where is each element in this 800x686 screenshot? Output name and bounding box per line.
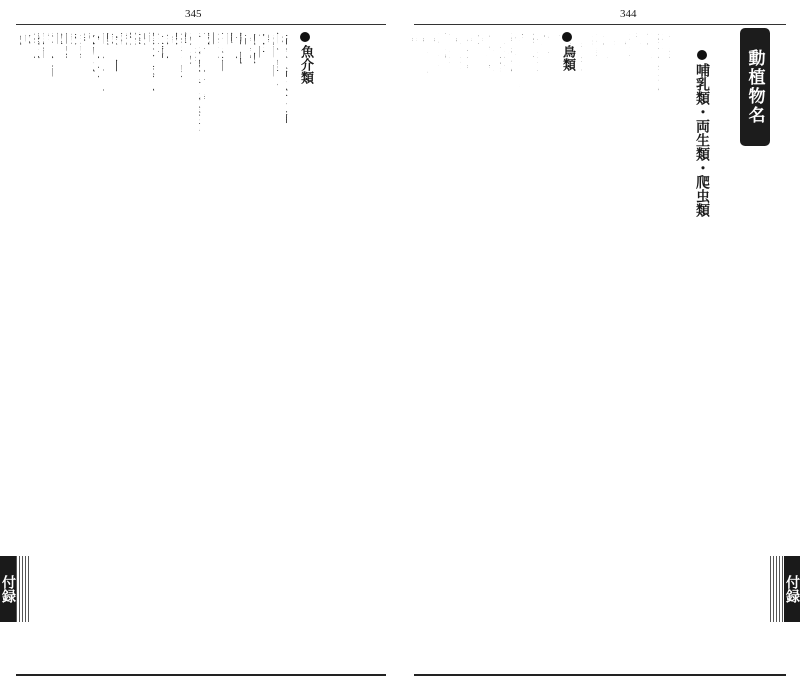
- entry-column: [427, 32, 428, 670]
- entry-column: [236, 32, 238, 670]
- entry-column: [636, 32, 637, 670]
- entry-column: [658, 32, 659, 670]
- entry-column: [556, 32, 557, 670]
- entry-column: [544, 32, 545, 670]
- appendix-tab[interactable]: [784, 556, 800, 622]
- section-heading-mammals: [692, 50, 712, 217]
- entry-column: [578, 32, 579, 670]
- entry-column: [245, 32, 247, 670]
- page-number: 345: [185, 8, 202, 20]
- entry-column: [71, 32, 73, 670]
- entry-column: [669, 32, 670, 670]
- entry-column: [98, 32, 100, 670]
- entry-column: [57, 32, 59, 670]
- entry-column: [603, 32, 604, 670]
- entry-column: [434, 32, 435, 670]
- entry-column: [34, 32, 36, 670]
- entry-column: [231, 32, 233, 670]
- entry-columns: [412, 32, 670, 670]
- entry-column: [121, 32, 123, 670]
- entry-column: [416, 32, 417, 670]
- entry-column: [559, 32, 560, 670]
- entry-column: [112, 32, 114, 670]
- entry-column: [647, 32, 648, 670]
- entry-column: [277, 32, 279, 670]
- entry-column: [172, 32, 174, 670]
- entry-column: [618, 32, 619, 670]
- entry-column: [519, 32, 520, 670]
- entry-column: [611, 32, 612, 670]
- entry-column: [103, 32, 105, 670]
- entry-column: [181, 32, 183, 670]
- entry-column: [423, 32, 424, 670]
- entry-column: [268, 32, 270, 670]
- edge-index-lines: [16, 556, 30, 622]
- entry-column: [135, 32, 137, 670]
- entry-column: [614, 32, 615, 670]
- entry-column: [420, 32, 421, 670]
- entry-column: [431, 32, 432, 670]
- entry-column: [460, 32, 461, 670]
- entry-column: [227, 32, 229, 670]
- entry-column: [89, 32, 91, 670]
- entry-column: [574, 32, 575, 670]
- page-number: 344: [620, 8, 637, 20]
- entry-column: [259, 32, 261, 670]
- entry-column: [61, 32, 63, 670]
- entry-column: [541, 32, 542, 670]
- entry-columns: [20, 32, 288, 670]
- entry-column: [471, 32, 472, 670]
- entry-column: [273, 32, 275, 670]
- entry-column: [478, 32, 479, 670]
- entry-column: [640, 32, 641, 670]
- entry-column: [666, 32, 667, 670]
- section-title: 鳥類: [560, 45, 575, 71]
- entry-column: [199, 32, 201, 670]
- top-rule: [16, 24, 386, 25]
- entry-column: [438, 32, 439, 670]
- entry-column: [84, 32, 86, 670]
- entry-column: [567, 32, 568, 670]
- entry-column: [38, 32, 40, 670]
- bottom-rule: [414, 674, 786, 676]
- entry-column: [93, 32, 95, 670]
- top-rule: [414, 24, 786, 25]
- entry-column: [185, 32, 187, 670]
- entry-column: [126, 32, 128, 670]
- entry-column: [486, 32, 487, 670]
- entry-column: [493, 32, 494, 670]
- entry-column: [552, 32, 553, 670]
- entry-column: [625, 32, 626, 670]
- entry-column: [508, 32, 509, 670]
- entry-column: [176, 32, 178, 670]
- entry-column: [190, 32, 192, 670]
- entry-column: [445, 32, 446, 670]
- appendix-tab[interactable]: [0, 556, 16, 622]
- entry-column: [596, 32, 597, 670]
- bottom-rule: [16, 674, 386, 676]
- entry-column: [500, 32, 501, 670]
- entry-column: [449, 32, 450, 670]
- chapter-title-box: [740, 28, 770, 146]
- entry-column: [515, 32, 516, 670]
- section-title: 魚介類: [298, 45, 313, 84]
- tab-label: 付録: [784, 575, 800, 603]
- entry-column: [633, 32, 634, 670]
- bullet-icon: [300, 32, 310, 42]
- entry-column: [167, 32, 169, 670]
- entry-column: [282, 32, 284, 670]
- entry-column: [158, 32, 160, 670]
- entry-column: [240, 32, 242, 670]
- entry-column: [464, 32, 465, 670]
- entry-column: [153, 32, 155, 670]
- entry-column: [213, 32, 215, 670]
- entry-column: [453, 32, 454, 670]
- entry-column: [263, 32, 265, 670]
- section-heading-fish: [296, 32, 315, 84]
- entry-column: [412, 32, 413, 670]
- entry-column: [585, 32, 586, 670]
- chapter-title: 動植物名: [744, 49, 765, 125]
- entry-column: [589, 32, 590, 670]
- entry-column: [218, 32, 220, 670]
- entry-column: [162, 32, 164, 670]
- entry-column: [581, 32, 582, 670]
- entry-column: [563, 32, 564, 670]
- tab-label: 付録: [0, 575, 16, 603]
- entry-column: [533, 32, 534, 670]
- entry-column: [504, 32, 505, 670]
- entry-column: [655, 32, 656, 670]
- entry-column: [250, 32, 252, 670]
- bullet-icon: [697, 50, 707, 60]
- entry-column: [592, 32, 593, 670]
- entry-column: [204, 32, 206, 670]
- entry-column: [254, 32, 256, 670]
- entry-column: [48, 32, 50, 670]
- entry-column: [526, 32, 527, 670]
- entry-column: [195, 32, 197, 670]
- entry-column: [66, 32, 68, 670]
- entry-column: [52, 32, 54, 670]
- section-title: 哺乳類・両生類・爬虫類: [694, 63, 710, 217]
- entry-column: [222, 32, 224, 670]
- entry-column: [456, 32, 457, 670]
- entry-column: [522, 32, 523, 670]
- entry-column: [489, 32, 490, 670]
- entry-column: [662, 32, 663, 670]
- entry-column: [149, 32, 151, 670]
- entry-column: [482, 32, 483, 670]
- entry-column: [600, 32, 601, 670]
- entry-column: [548, 32, 549, 670]
- entry-column: [75, 32, 77, 670]
- entry-column: [644, 32, 645, 670]
- right-page: [400, 0, 800, 686]
- entry-column: [497, 32, 498, 670]
- entry-column: [286, 32, 288, 670]
- entry-column: [130, 32, 132, 670]
- entry-column: [475, 32, 476, 670]
- entry-column: [116, 32, 118, 670]
- edge-index-lines: [770, 556, 784, 622]
- entry-column: [537, 32, 538, 670]
- entry-column: [629, 32, 630, 670]
- entry-column: [139, 32, 141, 670]
- entry-column: [144, 32, 146, 670]
- entry-column: [467, 32, 468, 670]
- entry-column: [530, 32, 531, 670]
- entry-column: [208, 32, 210, 670]
- entry-column: [43, 32, 45, 670]
- entry-column: [107, 32, 109, 670]
- entry-column: [570, 32, 571, 670]
- entry-column: [511, 32, 512, 670]
- entry-column: [607, 32, 608, 670]
- entry-column: [80, 32, 82, 670]
- entry-column: [442, 32, 443, 670]
- entry-column: [622, 32, 623, 670]
- entry-column: [651, 32, 652, 670]
